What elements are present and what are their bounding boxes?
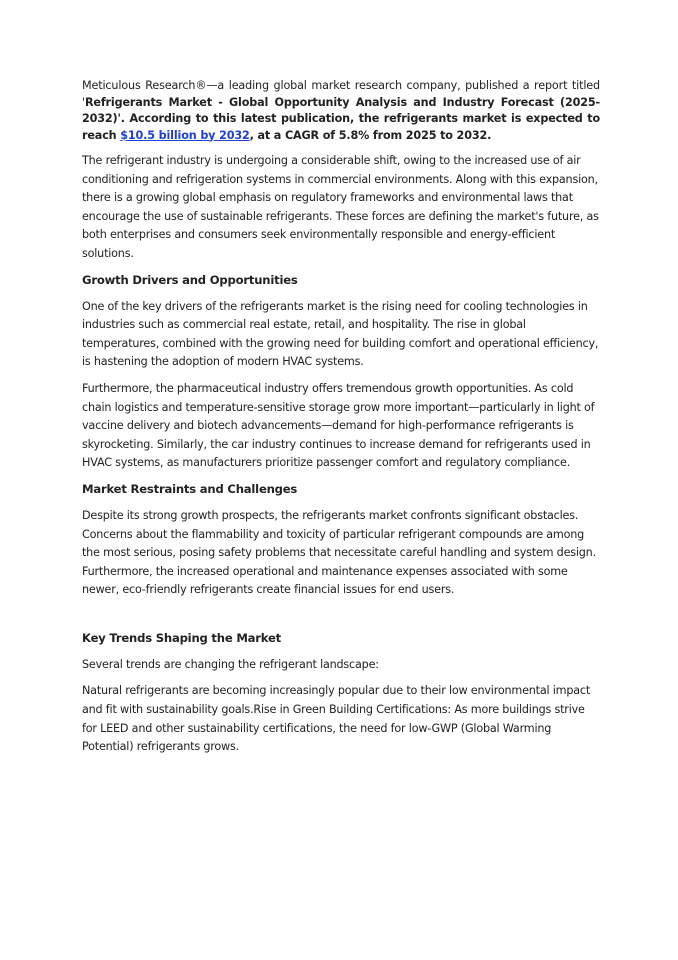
section-heading-growth: Growth Drivers and Opportunities [82,272,298,287]
trends-paragraph-2: Natural refrigerants are becoming increasingly popular due to their low environmental impact and fit with sustainability goals.Rise in Green Building Certifications: As more buildings strive for LEED and other sustainability certifications, the need for low-GWP (Global Warming Potential) refrigerants grows. [82,684,591,754]
restraints-paragraph: Despite its strong growth prospects, the refrigerants market confronts significant obstacles. Concerns about the flammability and toxicity of particular refrigerant compounds are among the most serious, posing safety problems that necessitate careful handling and system design. Furthermore, the increased operational and maintenance expenses associated with some newer, eco-friendly refrigerants create financial issues for end users. [82,508,596,597]
market-size-link[interactable]: $10.5 billion by 2032 [120,128,250,142]
section-spacer [82,608,600,630]
growth-paragraph-2: Furthermore, the pharmaceutical industry offers tremendous growth opportunities. As cold chain logistics and temperature-sensitive storage grow more important—particularly in light of vaccine delivery and biotech advancements—demand for high-performance refrigerants is skyrocketing. Similarly, the car industry continues to increase demand for refrigerants used in HVAC systems, as manufacturers prioritize passenger comfort and regulatory compliance. [82,381,595,470]
document-page [82,78,600,765]
trends-paragraph-1: Several trends are changing the refrigerant landscape: [82,657,379,671]
intro-paragraph [82,78,600,144]
overview-paragraph: The refrigerant industry is undergoing a considerable shift, owing to the increased use of air conditioning and refrigeration systems in commercial environments. Along with this expansion, there is a growing global emphasis on regulatory frameworks and environmental laws that encourage the use of sustainable refrigerants. These forces are defining the market's future, as both enterprises and consumers seek environmentally responsible and energy-efficient solutions. [82,154,599,260]
intro-text-end: , at a CAGR of 5.8% from 2025 to 2032. [249,128,492,142]
growth-paragraph-1: One of the key drivers of the refrigerants market is the rising need for cooling technologies in industries such as commercial real estate, retail, and hospitality. The rise in global temperatures, combined with the growing need for building comfort and operational efficiency, is hastening the adoption of modern HVAC systems. [82,299,599,369]
intro-text-start: Meticulous Research®—a leading global market research company, published a report titled ' [82,79,600,109]
section-heading-trends: Key Trends Shaping the Market [82,630,282,645]
report-title: Refrigerants Market - Global Opportunity Analysis and Industry Forecast (2025-2032)'. According to this latest publication, the refrigerants market is expected to reach [82,95,600,142]
section-heading-restraints: Market Restraints and Challenges [82,481,298,496]
